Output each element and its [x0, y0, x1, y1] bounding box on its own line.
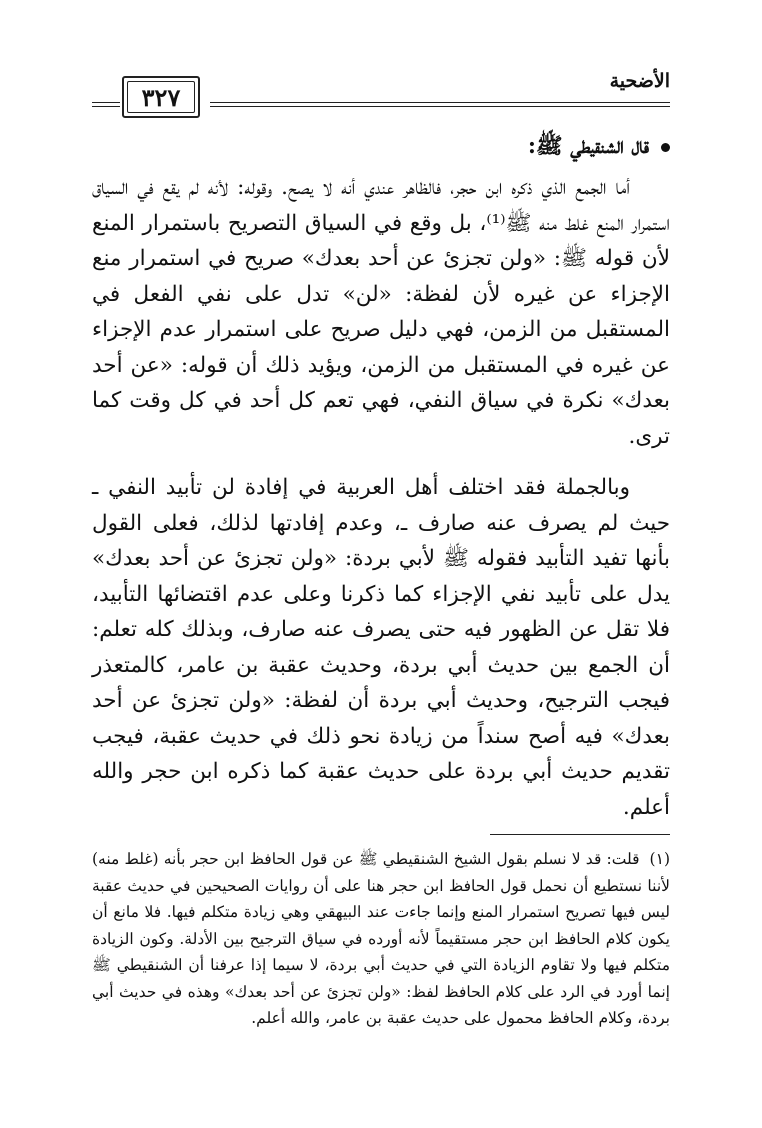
header-rule-left-top	[92, 102, 120, 103]
footnote-mark: (١)	[649, 850, 670, 868]
section-heading	[528, 132, 670, 164]
chapter-title: الأضحية	[609, 70, 670, 92]
header-rule-left-bottom	[92, 106, 120, 107]
footnote-separator	[490, 834, 670, 835]
header-rule-bottom	[210, 106, 670, 107]
footnote	[92, 846, 670, 1032]
bullet-icon	[661, 143, 670, 152]
paragraph-1: أما الجمع الذي ذكره ابن حجر، فالظاهر عندي أنه لا يصح. وقوله: لأنه لم يقع في السياق استمرار المنع غلط منه ﷺ⁽¹⁾، بل وقع في السياق التصريح باستمرار المنع لأن قوله ﷺ: «ولن تجزئ عن أحد بعدك» صريح في استمرار منع الإجزاء عن غيره لأن لفظة: «لن» تدل على نفي الفعل في المستقبل من الزمن، فهي دليل صريح على استمرار عدم الإجزاء عن غيره في المستقبل من الزمن، ويؤيد ذلك أن قوله: «عن أحد بعدك» نكرة في سياق النفي، فهي تعم كل أحد في كل وقت كما ترى.	[92, 175, 670, 449]
header-rule-top	[210, 102, 670, 103]
main-text	[92, 170, 670, 825]
footnote-text: قلت: قد لا نسلم بقول الشيخ الشنقيطي ﷺ عن قول الحافظ ابن حجر بأنه (غلط منه) لأننا نستطيع أن نحمل قول الحافظ ابن حجر هنا على أن روايات الصحيحين في حديث عقبة ليس فيها تصريح استمرار المنع وإنما جاءت عند البيهقي وهي زيادة متكلم فيها. فلا مانع أن يكون كلام الحافظ ابن حجر مستقيماً لأنه أورده في سياق الترجيح بين الأدلة. وكون الزيادة متكلم فيها ولا تقاوم الزيادة التي في حديث أبي بردة، لا سيما إذا عرفنا أن الشنقيطي ﷺ إنما أورد في الرد على كلام الحافظ لفظ: «ولن تجزئ عن أحد بعدك» وهذه في حديث أبي بردة، وكلام الحافظ محمول على حديث عقبة بن عامر، والله أعلم.	[92, 850, 670, 1027]
paragraph-2: وبالجملة فقد اختلف أهل العربية في إفادة لن تأبيد النفي ـ حيث لم يصرف عنه صارف ـ، وعدم إفادتها لذلك، فعلى القول بأنها تفيد التأبيد فقوله ﷺ لأبي بردة: «ولن تجزئ عن أحد بعدك» يدل على تأبيد نفي الإجزاء كما ذكرنا وعلى عدم اقتضائها التأبيد، فلا تقل عن الظهور فيه حتى يصرف عنه صارف، وبذلك كله تعلم: أن الجمع بين حديث أبي بردة، وحديث عقبة بن عامر، كالمتعذر فيجب الترجيح، وحديث أبي بردة أن لفظة: «ولن تجزئ عن أحد بعدك» فيه أصح سنداً من زيادة نحو ذلك في حديث عقبة، فيجب تقديم حديث أبي بردة على حديث عقبة كما ذكره ابن حجر والله أعلم.	[92, 475, 670, 820]
page-number: ٣٢٧	[141, 83, 181, 112]
section-heading-text: قال الشنقيطي ﷺ:	[527, 133, 649, 159]
page-number-frame	[122, 76, 200, 118]
page-header	[92, 62, 670, 122]
